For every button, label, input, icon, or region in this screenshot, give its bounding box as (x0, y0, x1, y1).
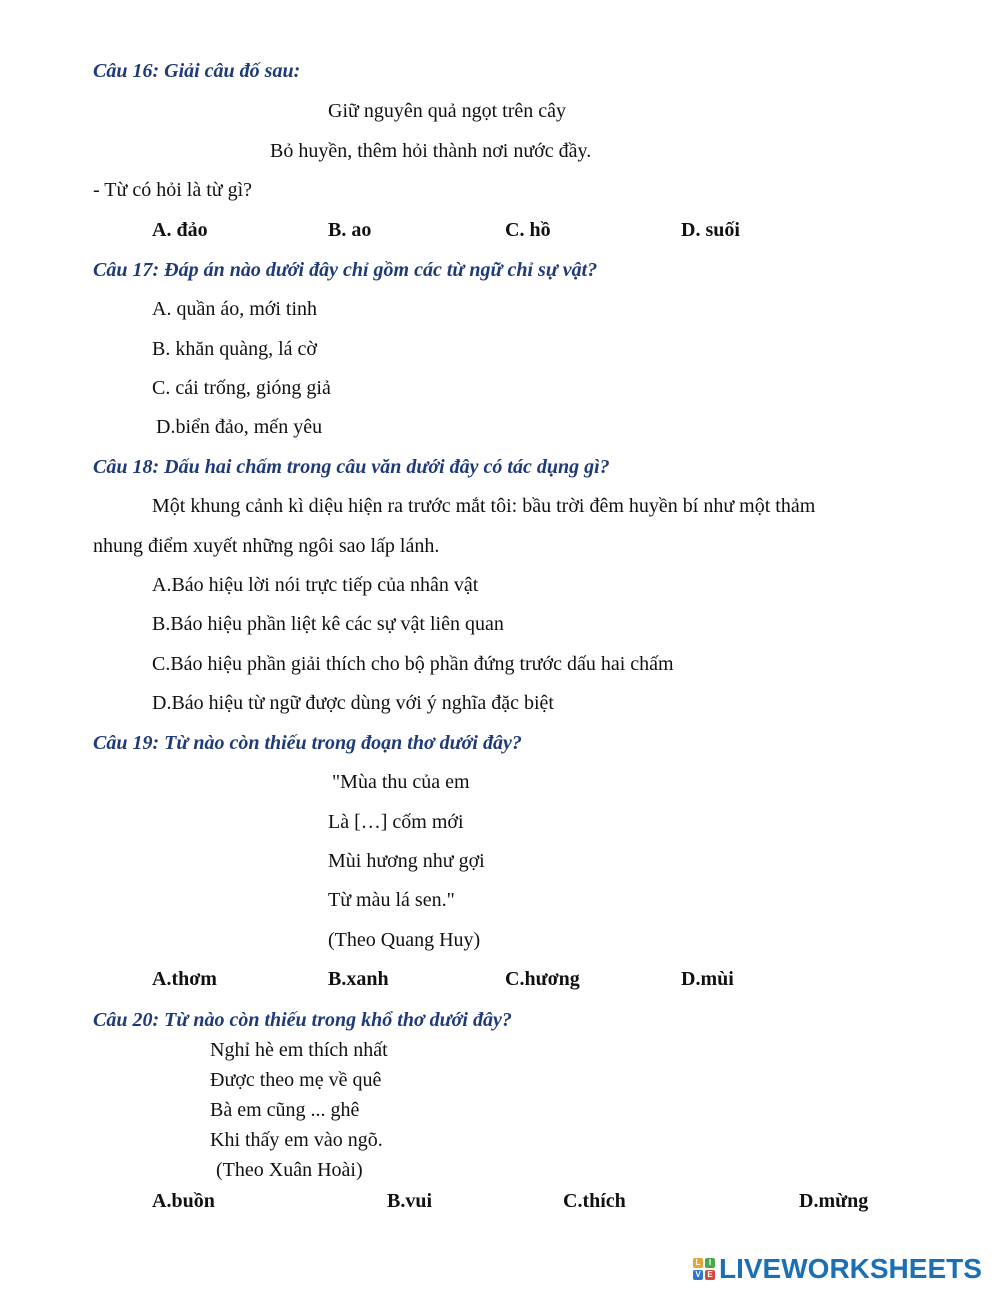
q20-option-c[interactable]: C.thích (563, 1190, 626, 1212)
poem20-line-4: Khi thấy em vào ngõ. (210, 1129, 383, 1151)
q17-option-c[interactable]: C. cái trống, gióng giả (152, 377, 331, 399)
riddle-line-2: Bỏ huyền, thêm hỏi thành nơi nước đầy. (270, 140, 592, 162)
q18-option-c[interactable]: C.Báo hiệu phần giải thích cho bộ phần đứng trước dấu hai chấm (152, 653, 674, 675)
poem19-line-1: "Mùa thu của em (332, 771, 470, 793)
q20-option-d[interactable]: D.mừng (799, 1190, 869, 1212)
poem19-line-3: Mùi hương như gợi (328, 850, 485, 872)
question-16-title: Câu 16: Giải câu đố sau: (93, 60, 301, 82)
q16-option-a[interactable]: A. đảo (152, 219, 208, 241)
poem20-line-1: Nghỉ hè em thích nhất (210, 1039, 388, 1061)
q18-option-b[interactable]: B.Báo hiệu phần liệt kê các sự vật liên quan (152, 613, 504, 635)
liveworksheets-logo-text: LIVEWORKSHEETS (719, 1253, 982, 1284)
passage-line-2: nhung điểm xuyết những ngôi sao lấp lánh. (93, 535, 440, 557)
passage-line-1: Một khung cảnh kì diệu hiện ra trước mắt tôi: bầu trời đêm huyền bí như một thảm (152, 495, 816, 517)
question-19-title: Câu 19: Từ nào còn thiếu trong đoạn thơ dưới đây? (93, 732, 522, 754)
q20-option-b[interactable]: B.vui (387, 1190, 433, 1212)
q19-option-a[interactable]: A.thơm (152, 968, 217, 990)
q18-option-d[interactable]: D.Báo hiệu từ ngữ được dùng với ý nghĩa đặc biệt (152, 692, 554, 714)
logo-mark-v: V (693, 1270, 703, 1280)
q19-option-d[interactable]: D.mùi (681, 968, 734, 990)
logo-mark-e: E (705, 1270, 715, 1280)
question-20-title: Câu 20: Từ nào còn thiếu trong khổ thơ dưới đây? (93, 1009, 512, 1031)
poem20-line-3: Bà em cũng ... ghê (210, 1099, 360, 1121)
question-18-title: Câu 18: Dấu hai chấm trong câu văn dưới đây có tác dụng gì? (93, 456, 610, 478)
q18-option-a[interactable]: A.Báo hiệu lời nói trực tiếp của nhân vật (152, 574, 479, 596)
q16-option-d[interactable]: D. suối (681, 219, 740, 241)
poem20-line-2: Được theo mẹ về quê (210, 1069, 382, 1091)
poem19-source: (Theo Quang Huy) (328, 929, 481, 951)
liveworksheets-logo[interactable] (693, 1254, 982, 1284)
q19-option-b[interactable]: B.xanh (328, 968, 389, 990)
liveworksheets-logo-icon (693, 1258, 715, 1280)
poem19-line-2: Là […] cốm mới (328, 811, 464, 833)
question-16-prompt: - Từ có hỏi là từ gì? (93, 179, 253, 201)
q17-option-b[interactable]: B. khăn quàng, lá cờ (152, 338, 317, 360)
q17-option-a[interactable]: A. quần áo, mới tinh (152, 298, 317, 320)
riddle-line-1: Giữ nguyên quả ngọt trên cây (328, 100, 566, 122)
q16-option-b[interactable]: B. ao (328, 219, 372, 241)
q17-option-d[interactable]: D.biển đảo, mến yêu (156, 416, 323, 438)
q19-option-c[interactable]: C.hương (505, 968, 580, 990)
q20-option-a[interactable]: A.buồn (152, 1190, 215, 1212)
poem20-source: (Theo Xuân Hoài) (216, 1159, 363, 1181)
question-17-title: Câu 17: Đáp án nào dưới đây chỉ gồm các từ ngữ chỉ sự vật? (93, 259, 598, 281)
q16-option-c[interactable]: C. hồ (505, 219, 551, 241)
logo-mark-l: L (693, 1258, 703, 1268)
logo-mark-i: I (705, 1258, 715, 1268)
poem19-line-4: Từ màu lá sen." (328, 889, 455, 911)
